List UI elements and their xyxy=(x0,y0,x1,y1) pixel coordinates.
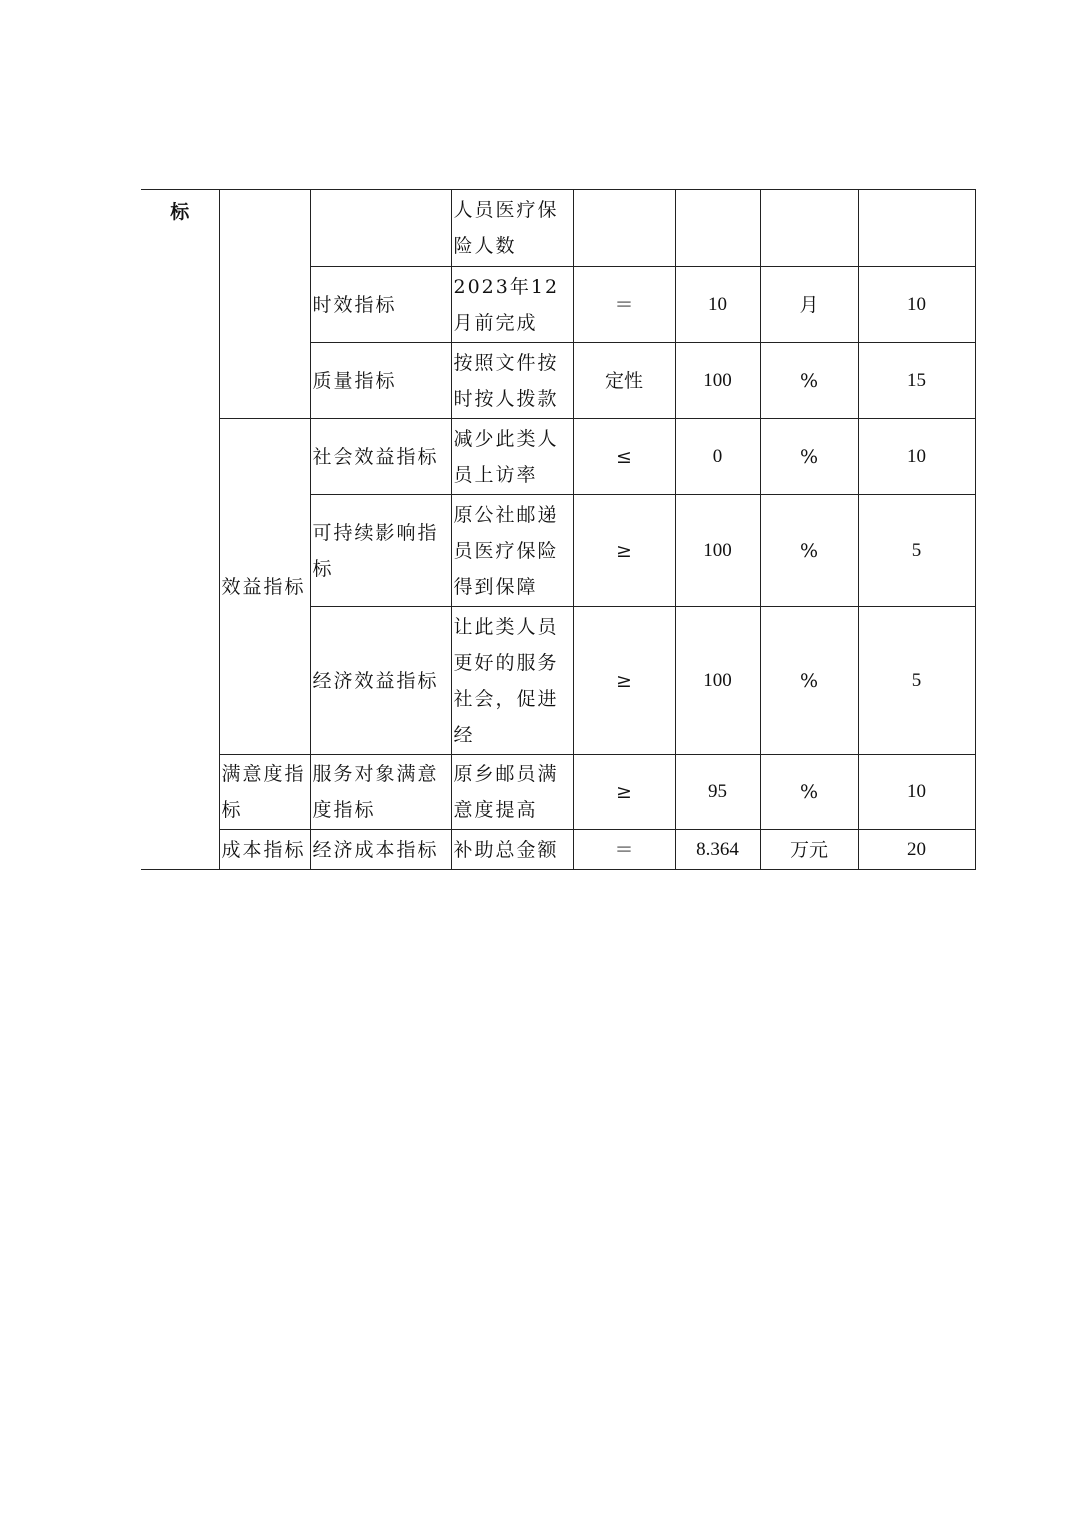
unit-cell: 万元 xyxy=(760,830,858,870)
table-row xyxy=(141,755,975,830)
score-cell: 10 xyxy=(858,267,975,343)
score-cell xyxy=(858,190,975,267)
indicator-name-cell: 补助总金额 xyxy=(451,830,573,870)
indicator-name-cell: 让此类人员更好的服务社会，促进经 xyxy=(451,607,573,755)
unit-cell: % xyxy=(760,755,858,830)
performance-indicator-table xyxy=(141,189,976,870)
score-cell: 5 xyxy=(858,495,975,607)
level3-indicator-cell: 服务对象满意度指标 xyxy=(310,755,451,830)
operator-cell: ＝ xyxy=(573,267,675,343)
indicator-name-cell: 减少此类人员上访率 xyxy=(451,419,573,495)
table-row xyxy=(141,419,975,495)
operator-cell: ≥ xyxy=(573,607,675,755)
indicator-name-cell: 按照文件按时按人拨款 xyxy=(451,343,573,419)
table-row xyxy=(141,190,975,267)
target-value-cell: 100 xyxy=(675,343,760,419)
level2-indicator-cell: 效益指标 xyxy=(219,419,310,755)
indicator-name-cell: 人员医疗保险人数 xyxy=(451,190,573,267)
operator-cell: ≤ xyxy=(573,419,675,495)
indicator-name-cell: 2023年12月前完成 xyxy=(451,267,573,343)
unit-cell: % xyxy=(760,419,858,495)
target-value-cell: 8.364 xyxy=(675,830,760,870)
level3-indicator-cell xyxy=(310,190,451,267)
level2-indicator-cell: 满意度指标 xyxy=(219,755,310,830)
level3-indicator-cell: 经济成本指标 xyxy=(310,830,451,870)
target-value-cell xyxy=(675,190,760,267)
target-value-cell: 0 xyxy=(675,419,760,495)
target-value-cell: 100 xyxy=(675,495,760,607)
table-row xyxy=(141,830,975,870)
operator-cell: ＝ xyxy=(573,830,675,870)
level3-indicator-cell: 质量指标 xyxy=(310,343,451,419)
unit-cell: % xyxy=(760,607,858,755)
operator-cell: ≥ xyxy=(573,495,675,607)
score-cell: 10 xyxy=(858,755,975,830)
target-value-cell: 100 xyxy=(675,607,760,755)
level3-indicator-cell: 时效指标 xyxy=(310,267,451,343)
score-cell: 5 xyxy=(858,607,975,755)
level3-indicator-cell: 社会效益指标 xyxy=(310,419,451,495)
score-cell: 15 xyxy=(858,343,975,419)
level3-indicator-cell: 可持续影响指标 xyxy=(310,495,451,607)
operator-cell xyxy=(573,190,675,267)
unit-cell: 月 xyxy=(760,267,858,343)
score-cell: 10 xyxy=(858,419,975,495)
indicator-name-cell: 原乡邮员满意度提高 xyxy=(451,755,573,830)
target-value-cell: 10 xyxy=(675,267,760,343)
indicator-name-cell: 原公社邮递员医疗保险得到保障 xyxy=(451,495,573,607)
unit-cell xyxy=(760,190,858,267)
operator-cell: ≥ xyxy=(573,755,675,830)
unit-cell: % xyxy=(760,495,858,607)
level2-indicator-cell: 成本指标 xyxy=(219,830,310,870)
level3-indicator-cell: 经济效益指标 xyxy=(310,607,451,755)
level2-indicator-cell xyxy=(219,190,310,419)
operator-cell: 定性 xyxy=(573,343,675,419)
target-value-cell: 95 xyxy=(675,755,760,830)
unit-cell: % xyxy=(760,343,858,419)
score-cell: 20 xyxy=(858,830,975,870)
level1-indicator-cell: 标 xyxy=(141,190,219,870)
